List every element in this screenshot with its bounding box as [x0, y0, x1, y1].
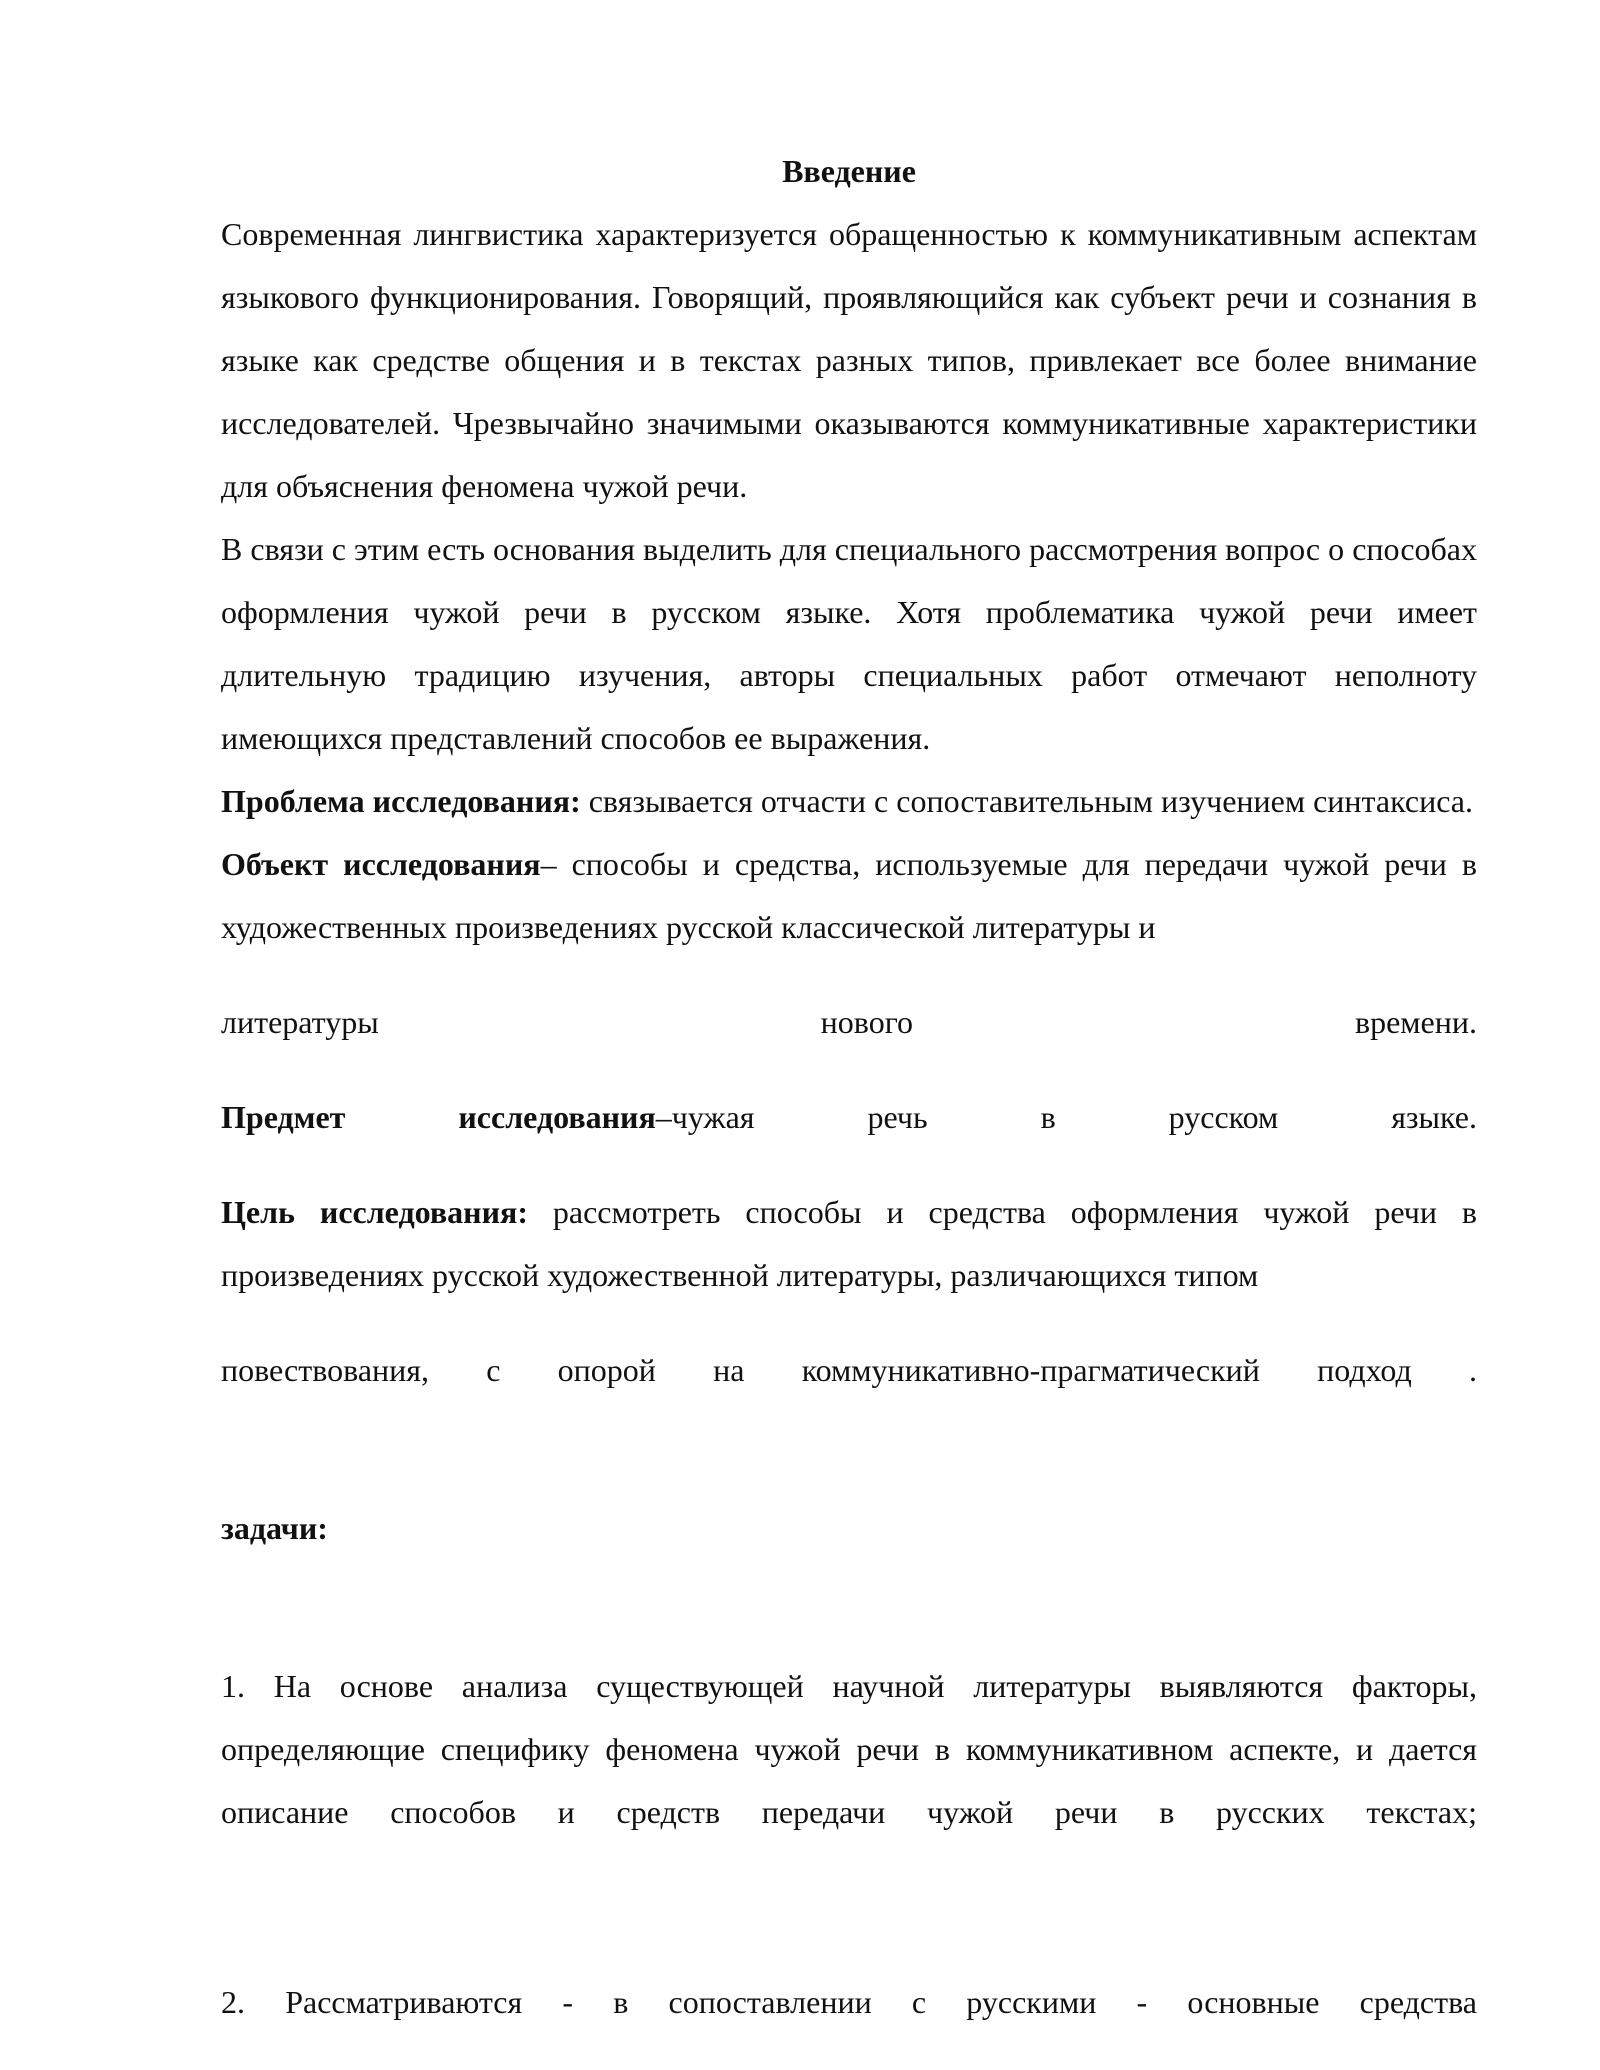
paragraph-goal-end: повествования, с опорой на коммуникативно-прагматический подход . — [221, 1352, 1477, 1388]
task-item-2: 2. Рассматриваются - в сопоставлении с русскими - основные средства — [221, 1984, 1477, 2020]
subject-label: Предмет исследования — [221, 1099, 656, 1135]
goal-label: Цель исследования: — [221, 1194, 528, 1230]
problem-label: Проблема исследования: — [221, 783, 581, 819]
paragraph-intro: Современная лингвистика характеризуется обращенностью к коммуникативным аспектам языкового функционирования. Говорящий, проявляющийся как субъект речи и сознания в языке как средстве общения и в текстах разных типов, привлекает все более внимание исследователей. Чрезвычайно значимыми оказываются коммуникативные характеристики для объяснения феномена чужой речи. — [221, 216, 1477, 504]
blank-line — [221, 1876, 1477, 1939]
goal-text: рассмотреть способы и средства оформления чужой речи в произведениях русской художественной литературы, различающихся типом — [221, 1194, 1478, 1293]
paragraph-goal — [221, 1181, 1477, 1307]
paragraph-object-end: литературы нового времени. — [221, 1004, 1477, 1040]
subject-text: –чужая речь в русском языке. — [655, 1099, 1477, 1135]
paragraph-problem — [221, 770, 1477, 833]
object-text: – способы и средства, используемые для передачи чужой речи в художественных произведениях русской классической литературы и — [221, 846, 1478, 945]
problem-text: связывается отчасти с сопоставительным изучением синтаксиса. — [580, 783, 1473, 819]
paragraph-context: В связи с этим есть основания выделить для специального рассмотрения вопрос о способах оформления чужой речи в русском языке. Хотя проблематика чужой речи имеет длительную традицию изучения, авторы специальных работ отмечают неполноту имеющихся представлений способов ее выражения. — [221, 531, 1477, 756]
task-item-1: 1. На основе анализа существующей научной литературы выявляются факторы, определяющие специфику феномена чужой речи в коммуникативном аспекте, и дается описание способов и средств передачи чужой речи в русских текстах; — [221, 1668, 1477, 1830]
tasks-heading-text: задачи: — [221, 1510, 328, 1546]
blank-line — [221, 1560, 1477, 1623]
paragraph-object — [221, 833, 1477, 959]
blank-line — [221, 1434, 1477, 1497]
paragraph-subject — [221, 1086, 1477, 1149]
tasks-heading — [221, 1497, 1477, 1560]
document-page — [221, 140, 1477, 2066]
document-title: Введение — [782, 153, 916, 189]
object-label: Объект исследования — [221, 846, 541, 882]
